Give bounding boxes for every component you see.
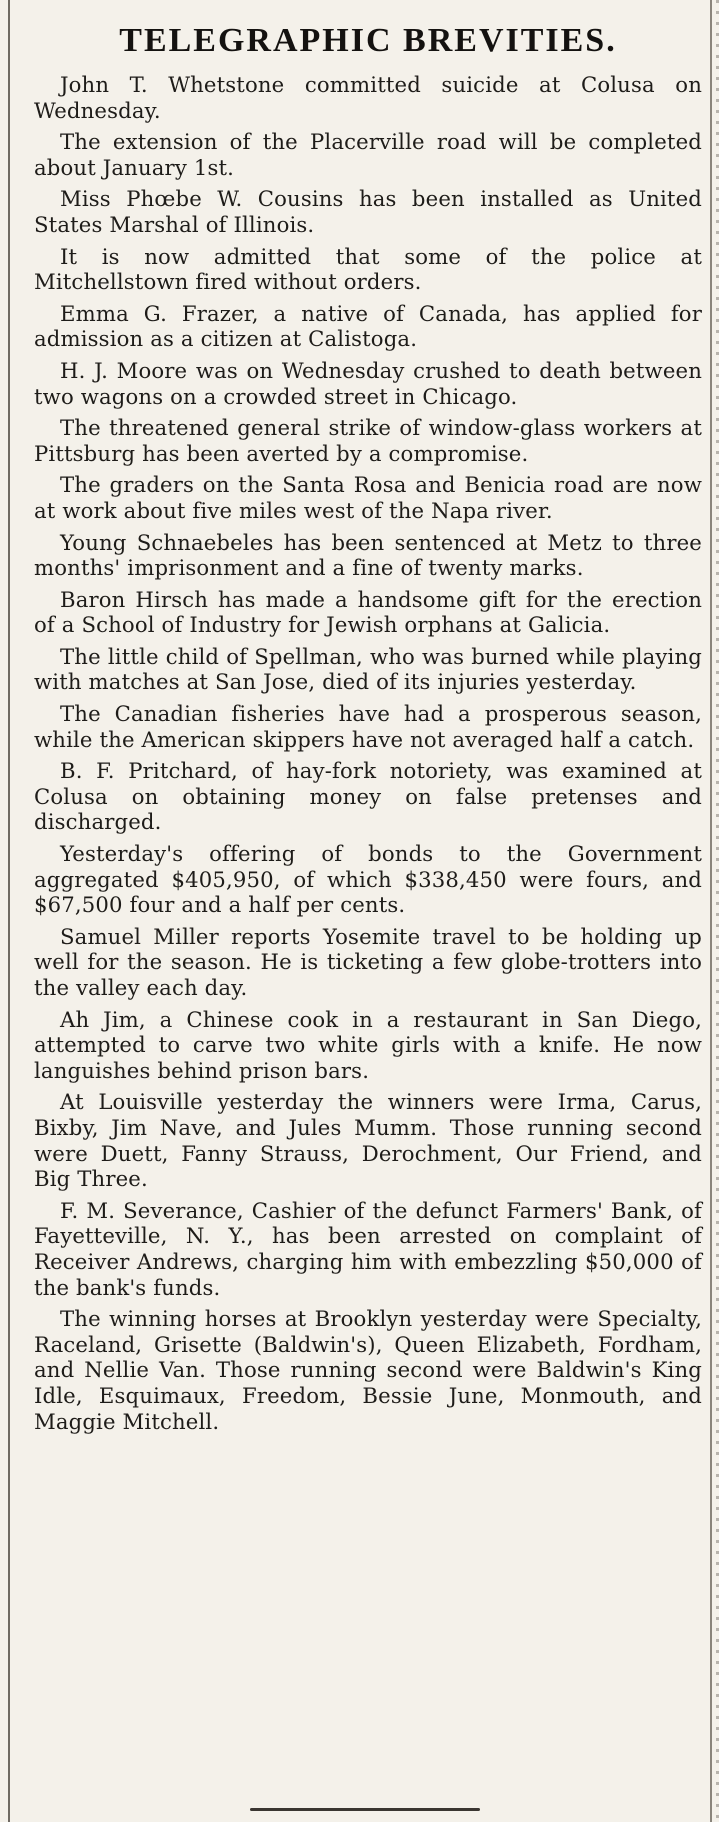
news-item: Yesterday's offering of bonds to the Government aggregated $405,950, of which $338,450 were fours, and $67,500 four and a half per cents. [34, 841, 702, 918]
news-item: The Canadian fisheries have had a prosperous season, while the American skippers have not averaged half a catch. [34, 701, 702, 752]
news-item: Emma G. Frazer, a native of Canada, has applied for admission as a citizen at Calistoga. [34, 300, 702, 352]
news-item: Ah Jim, a Chinese cook in a restaurant in San Diego, attempted to carve two white girls with a knife. He now languishes behind prison bars. [34, 1006, 702, 1083]
column-rule-left [8, 0, 10, 1822]
news-item: Miss Phœbe W. Cousins has been installed as United States Marshal of Illinois. [34, 186, 702, 237]
news-item: The extension of the Placerville road will be completed about January 1st. [34, 129, 702, 180]
column-rule-right [710, 0, 712, 1822]
news-item: It is now admitted that some of the police at Mitchellstown fired without orders. [34, 243, 702, 295]
news-item: H. J. Moore was on Wednesday crushed to death between two wagons on a crowded street in Chicago. [34, 357, 702, 409]
news-item: John T. Whetstone committed suicide at Colusa on Wednesday. [34, 72, 702, 123]
news-item: The little child of Spellman, who was burned while playing with matches at San Jose, died of its injuries yesterday. [34, 643, 702, 695]
article-column [34, 10, 702, 1440]
news-item: Young Schnaebeles has been sentenced at Metz to three months' imprisonment and a fine of twenty marks. [34, 529, 702, 581]
news-item: At Louisville yesterday the winners were Irma, Carus, Bixby, Jim Nave, and Jules Mumm. Those running second were Duett, Fanny Strauss, Derochment, Our Friend, and Big Three. [34, 1089, 702, 1192]
news-item: The graders on the Santa Rosa and Benicia road are now at work about five miles west of the Napa river. [34, 472, 702, 523]
news-item: B. F. Pritchard, of hay-fork notoriety, was examined at Colusa on obtaining money on false pretenses and discharged. [34, 758, 702, 835]
news-item: The winning horses at Brooklyn yesterday were Specialty, Raceland, Grisette (Baldwin's), Queen Elizabeth, Fordham, and Nellie Van. Those running second were Baldwin's King Idle, Esquimaux, Freedom, Bessie June, Monmouth, and Maggie Mitchell. [34, 1306, 702, 1434]
closing-rule [250, 1808, 480, 1811]
news-item: Samuel Miller reports Yosemite travel to be holding up well for the season. He is ticketing a few globe-trotters into the valley each day. [34, 923, 702, 1000]
news-item: The threatened general strike of window-glass workers at Pittsburg has been averted by a compromise. [34, 415, 702, 466]
news-item: Baron Hirsch has made a handsome gift for the erection of a School of Industry for Jewish orphans at Galicia. [34, 586, 702, 638]
news-item: F. M. Severance, Cashier of the defunct Farmers' Bank, of Fayetteville, N. Y., has been arrested on complaint of Receiver Andrews, charging him with embezzling $50,000 of the bank's funds. [34, 1197, 702, 1300]
headline: TELEGRAPHIC BREVITIES. [119, 22, 617, 59]
